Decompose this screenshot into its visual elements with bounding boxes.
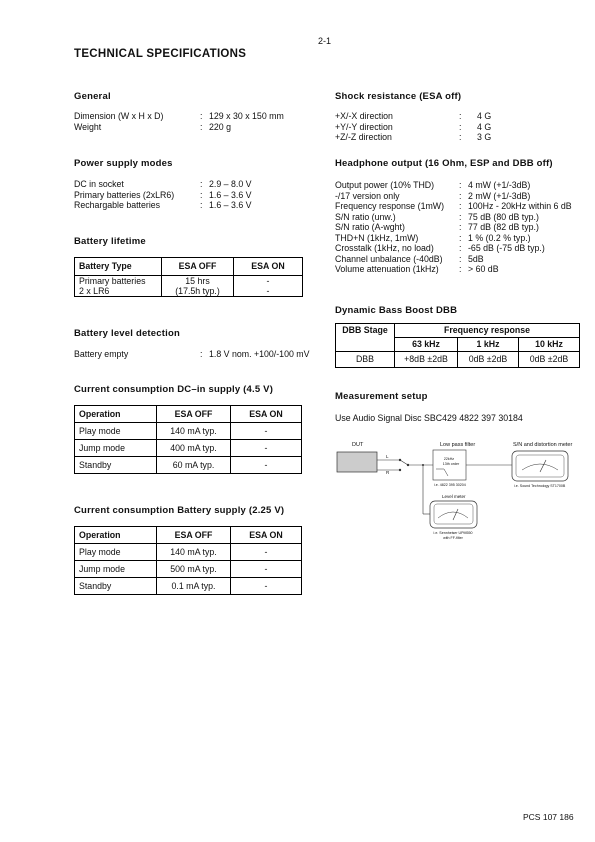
filter-order-label: 13th order: [442, 462, 460, 466]
table-cell: (17.5h typ.): [162, 286, 234, 297]
table-cell: +8dB ±2dB: [395, 352, 458, 368]
table-row: [75, 544, 302, 561]
table-cell: -: [231, 457, 302, 474]
table-cell: 0dB ±2dB: [458, 352, 519, 368]
table-cell: -: [231, 578, 302, 595]
headphone-specs: [335, 180, 572, 275]
table-cell: Standby: [75, 457, 157, 474]
table-cell: -: [231, 561, 302, 578]
spec-row: Output power (10% THD) : 4 mW (+1/-3dB): [335, 180, 531, 190]
table-cell: Primary batteries: [75, 276, 162, 287]
spec-row: S/N ratio (unw.) : 75 dB (80 dB typ.): [335, 211, 539, 222]
current-dc-table: [74, 405, 302, 474]
table-cell: -: [231, 423, 302, 440]
battery-level-specs: [74, 349, 310, 360]
spec-row: +Z/-Z direction : 3 G: [335, 132, 492, 142]
general-specs: [74, 111, 284, 132]
table-row: [75, 423, 302, 440]
spec-row: Weight : 220 g: [74, 121, 232, 132]
table-cell: 2 x LR6: [75, 286, 162, 297]
shock-specs: [335, 111, 491, 143]
table-row: [75, 561, 302, 578]
power-supply-specs: [74, 179, 252, 211]
table-header: Operation: [75, 527, 157, 544]
dbb-heading: Dynamic Bass Boost DBB: [335, 305, 458, 316]
table-row: [75, 276, 303, 287]
sn-meter-label: S/N and distortion meter: [513, 442, 573, 448]
spec-row: Volume attenuation (1kHz) : > 60 dB: [335, 264, 499, 274]
table-header: ESA OFF: [157, 527, 231, 544]
shock-heading: Shock resistance (ESA off): [335, 91, 462, 102]
dut-box: [337, 452, 377, 472]
measurement-text: Use Audio Signal Disc SBC429 4822 397 30184: [335, 413, 523, 423]
table-row: [336, 352, 580, 368]
table-header: 10 kHz: [519, 338, 580, 352]
table-header: 1 kHz: [458, 338, 519, 352]
table-row: [75, 578, 302, 595]
measurement-heading: Measurement setup: [335, 391, 428, 402]
current-dc-heading: Current consumption DC–in supply (4.5 V): [74, 384, 274, 395]
table-cell: 15 hrs: [162, 276, 234, 287]
table-row: [75, 440, 302, 457]
table-header: Battery Type: [75, 258, 162, 276]
table-cell: Play mode: [75, 423, 157, 440]
spec-row: Primary batteries (2xLR6) : 1.6 – 3.6 V: [74, 189, 252, 200]
headphone-heading: Headphone output (16 Ohm, ESP and DBB off): [335, 158, 553, 169]
spec-row: Dimension (W x H x D) : 129 x 30 x 150 mm: [74, 111, 284, 121]
table-header: DBB Stage: [336, 324, 395, 352]
table-cell: 400 mA typ.: [157, 440, 231, 457]
power-supply-heading: Power supply modes: [74, 158, 173, 169]
page-number: 2-1: [318, 36, 332, 46]
spec-row: THD+N (1kHz, 1mW) : 1 % (0.2 % typ.): [335, 232, 531, 243]
spec-row: DC in socket : 2.9 – 8.0 V: [74, 179, 252, 189]
spec-row: +Y/-Y direction : 4 G: [335, 121, 492, 132]
dbb-table: [335, 323, 580, 368]
spec-row: -/17 version only : 2 mW (+1/-3dB): [335, 190, 531, 201]
spec-row: Rechargable batteries : 1.6 – 3.6 V: [74, 200, 252, 210]
level-filter-label: with FF-filter: [443, 536, 463, 540]
r-channel-label: R: [386, 470, 390, 475]
table-header: ESA OFF: [162, 258, 234, 276]
table-header: Frequency response: [395, 324, 580, 338]
table-header-row: [336, 324, 580, 338]
battery-lifetime-heading: Battery lifetime: [74, 236, 146, 247]
battery-lifetime-table: [74, 257, 303, 297]
filter-code-label: i.e. 4822 395 30204: [434, 483, 466, 487]
table-header-row: [75, 406, 302, 423]
filter-spec-label: 22kHz: [443, 457, 455, 461]
dut-label: DUT: [352, 442, 364, 448]
spec-row: S/N ratio (A-wght) : 77 dB (82 dB typ.): [335, 222, 539, 232]
lowpass-label: Low pass filter: [440, 442, 476, 448]
table-cell: Standby: [75, 578, 157, 595]
document-code: PCS 107 186: [523, 812, 574, 822]
table-header: ESA ON: [234, 258, 303, 276]
current-battery-table: [74, 526, 302, 595]
table-header: ESA ON: [231, 527, 302, 544]
page-title: TECHNICAL SPECIFICATIONS: [74, 48, 247, 60]
sn-code-label: i.e. Sound Technology ST1700B: [514, 484, 566, 488]
table-header: Operation: [75, 406, 157, 423]
table-cell: 0.1 mA typ.: [157, 578, 231, 595]
table-cell: Play mode: [75, 544, 157, 561]
table-header: 63 kHz: [395, 338, 458, 352]
current-battery-heading: Current consumption Battery supply (2.25 V): [74, 505, 285, 516]
general-heading: General: [74, 91, 111, 102]
l-channel-label: L: [386, 454, 389, 459]
spec-row: Battery empty : 1.8 V nom. +100/-100 mV: [74, 349, 310, 359]
table-cell: 140 mA typ.: [157, 544, 231, 561]
spec-row: Channel unbalance (-40dB) : 5dB: [335, 253, 484, 264]
table-cell: -: [234, 276, 303, 287]
table-cell: Jump mode: [75, 440, 157, 457]
spec-row: +X/-X direction : 4 G: [335, 111, 492, 121]
table-cell: 140 mA typ.: [157, 423, 231, 440]
spec-row: Crosstalk (1kHz, no load) : -65 dB (-75 dB typ.): [335, 243, 545, 253]
table-cell: 60 mA typ.: [157, 457, 231, 474]
spec-row: Frequency response (1mW) : 100Hz - 20kHz within 6 dB: [335, 201, 572, 211]
table-cell: -: [231, 440, 302, 457]
table-header-row: [75, 258, 303, 276]
table-header: ESA ON: [231, 406, 302, 423]
table-cell: -: [231, 544, 302, 561]
table-header: ESA OFF: [157, 406, 231, 423]
table-cell: Jump mode: [75, 561, 157, 578]
table-cell: DBB: [336, 352, 395, 368]
level-meter-label: Level meter: [442, 494, 466, 499]
table-row: [75, 286, 303, 297]
table-cell: 500 mA typ.: [157, 561, 231, 578]
measurement-diagram: [330, 436, 590, 556]
level-code-label: i.e. Sennheiser UPM550: [433, 531, 473, 535]
table-cell: 0dB ±2dB: [519, 352, 580, 368]
table-cell: -: [234, 286, 303, 297]
battery-level-heading: Battery level detection: [74, 328, 180, 339]
table-row: [75, 457, 302, 474]
table-header-row: [75, 527, 302, 544]
